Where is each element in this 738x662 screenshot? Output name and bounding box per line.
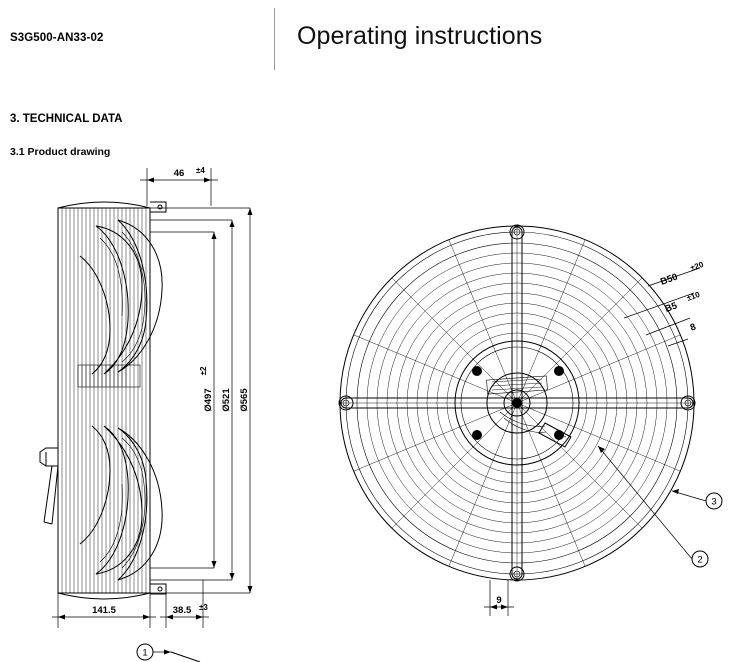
dim-mount-hole-tolerance: ±10: [685, 289, 702, 303]
callout-2-label: 2: [697, 554, 703, 566]
product-drawing-figure: [0, 160, 738, 662]
header-divider: [274, 8, 275, 70]
section-heading-technical-data: 3. TECHNICAL DATA: [10, 113, 123, 125]
dim-mount-hole: B5: [663, 300, 679, 315]
dim-impeller-diameter-tolerance: ±2: [199, 366, 208, 376]
dim-impeller-diameter: Ø497: [203, 388, 214, 412]
dim-depth-right: 38.5: [172, 605, 192, 616]
page-header: [0, 0, 738, 78]
dim-outer-diameter: Ø565: [239, 388, 250, 412]
dim-top-width-tolerance: ±4: [196, 166, 205, 175]
dim-top-width: 46: [173, 168, 185, 179]
side-view-drawing: [40, 166, 253, 662]
page-title: Operating instructions: [297, 22, 543, 50]
dim-bolt-circle-tolerance: ±20: [689, 259, 705, 273]
header-model-number: S3G500-AN33-02: [10, 32, 104, 44]
dim-plate-thickness: 8: [688, 321, 698, 334]
callout-1-label: 1: [142, 647, 148, 659]
front-view-drawing: [339, 225, 722, 616]
subsection-heading-product-drawing: 3.1 Product drawing: [10, 146, 111, 158]
dim-bolt-circle: B50: [659, 271, 680, 288]
dim-depth-left: 141.5: [92, 605, 116, 616]
callout-3-label: 3: [711, 496, 717, 508]
dim-depth-right-tolerance: ±3: [199, 603, 208, 612]
dim-bottom: 9: [496, 595, 502, 606]
dim-mid-diameter: Ø521: [221, 388, 232, 412]
